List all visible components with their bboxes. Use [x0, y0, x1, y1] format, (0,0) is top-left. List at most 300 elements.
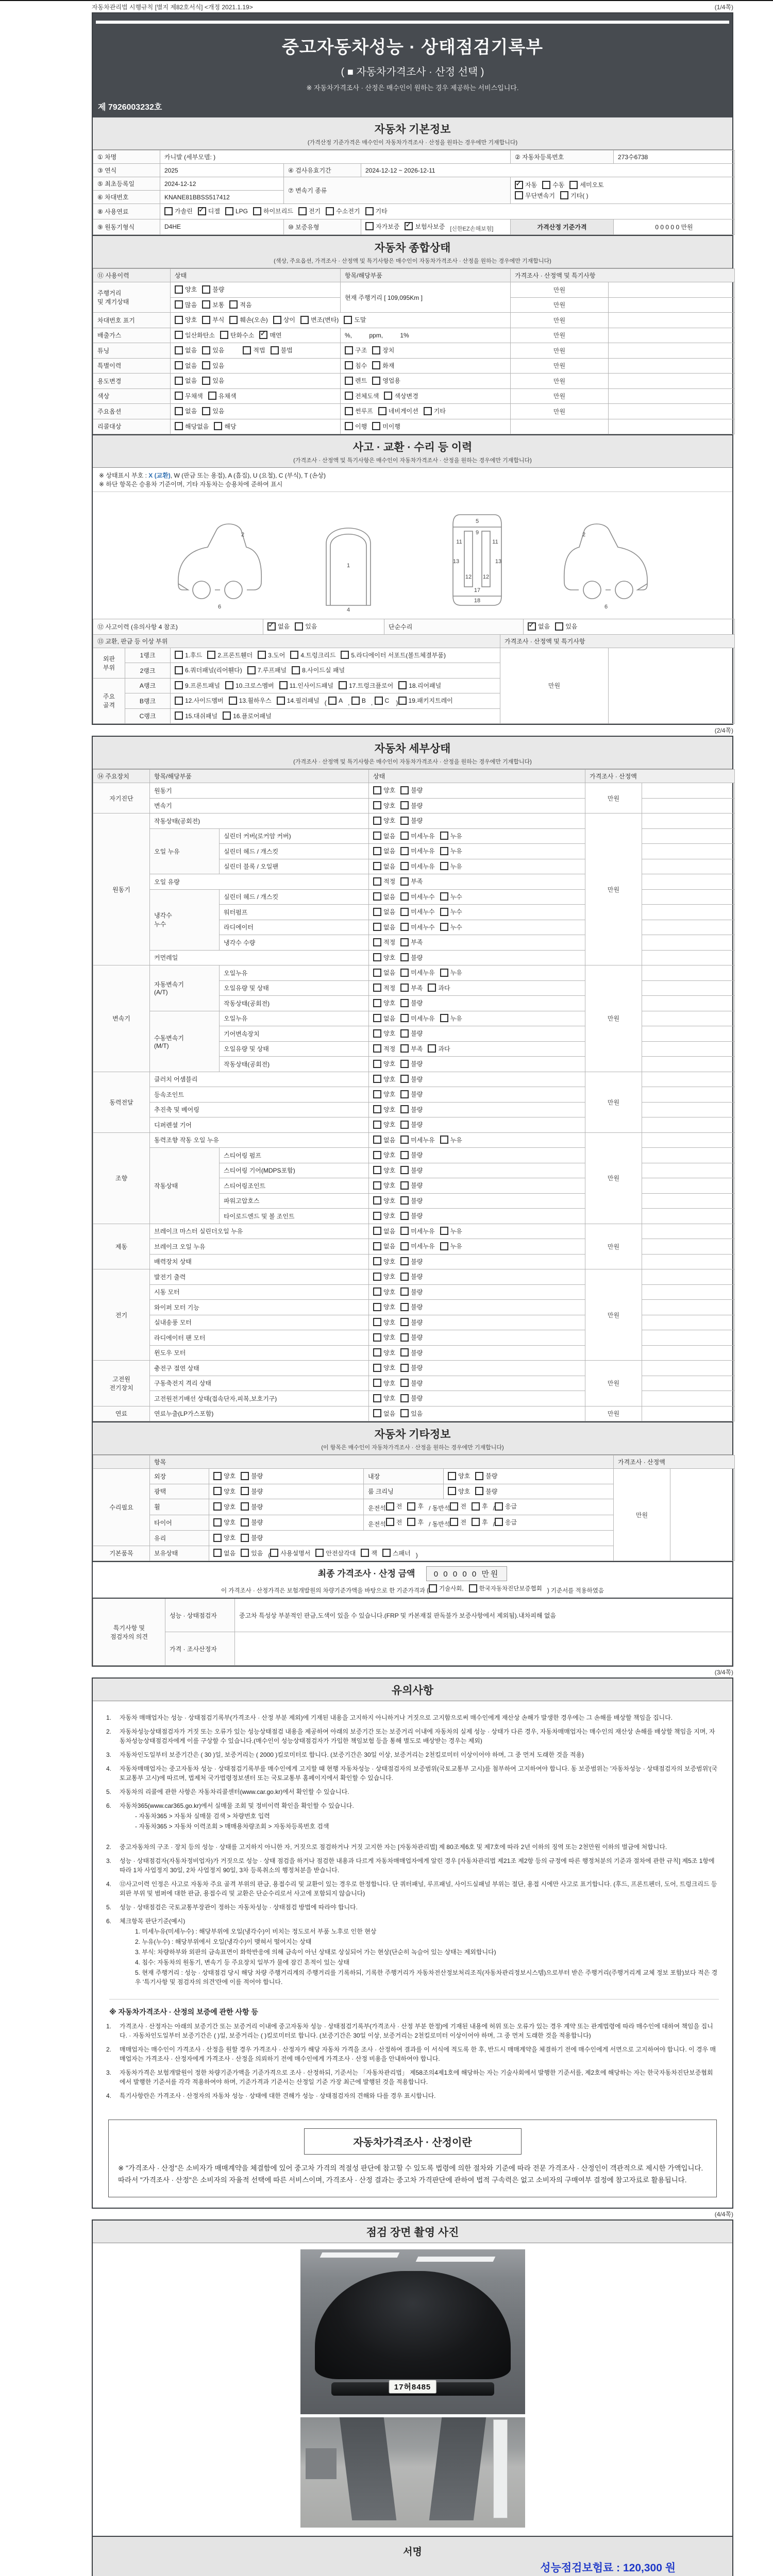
checkbox-양호[interactable]: 양호 — [213, 1487, 236, 1496]
checkbox-불량[interactable]: 불량 — [400, 1379, 423, 1387]
checkbox-icon — [373, 1044, 381, 1053]
checkbox-있음[interactable]: 있음 — [555, 622, 577, 631]
checkbox-A[interactable]: A — [328, 697, 343, 705]
checkbox-전[interactable]: 전 — [386, 1502, 402, 1511]
checkbox-불량[interactable]: 불량 — [400, 953, 423, 962]
checkbox-15.대쉬패널[interactable]: 15.대쉬패널 — [175, 711, 217, 720]
checkbox-기술사회,[interactable]: 기술사회, — [429, 1584, 464, 1592]
checkbox-미세누유[interactable]: 미세누유 — [400, 1136, 434, 1144]
checkbox-icon — [345, 377, 353, 385]
checkbox-5.라디에이터 서포트(볼트체결부품)[interactable]: 5.라디에이터 서포트(볼트체결부품) — [341, 651, 446, 659]
state-options — [369, 1300, 585, 1315]
checkbox-없음[interactable]: 없음 — [373, 832, 395, 840]
item-label: 원동기 — [150, 783, 369, 799]
checkbox-양호[interactable]: 양호 — [373, 1211, 395, 1220]
checkbox-icon — [400, 801, 409, 809]
checkbox-부족[interactable]: 부족 — [400, 877, 423, 886]
checkbox-icon — [373, 1151, 381, 1159]
checkbox-일산화탄소[interactable]: 일산화탄소 — [175, 331, 215, 340]
checkbox-부족[interactable]: 부족 — [400, 984, 423, 992]
state-options — [369, 1406, 585, 1421]
checkbox-양호[interactable]: 양호 — [175, 285, 197, 294]
checkbox-icon — [373, 801, 381, 809]
checkbox-양호[interactable]: 양호 — [373, 786, 395, 794]
checkbox-응급[interactable]: 응급 — [495, 1502, 517, 1511]
checkbox-누유[interactable]: 누유 — [440, 862, 462, 871]
checkbox-색상변경[interactable]: 색상변경 — [384, 392, 418, 400]
checkbox-없음[interactable]: 없음 — [175, 361, 197, 370]
checkbox-부족[interactable]: 부족 — [400, 1044, 423, 1053]
checkbox-불량[interactable]: 불량 — [400, 1150, 423, 1159]
checkbox-18.리어패널[interactable]: 18.리어패널 — [398, 681, 441, 690]
checkbox-적정[interactable]: 적정 — [373, 984, 395, 992]
notice-subitem: 3. 부식: 차량하부와 외판의 금속표면이 화학반응에 의해 금속이 아닌 상태로 상실되어 가는 현상(단순히 녹슬어 있는 상태는 제외합니다) — [135, 1948, 496, 1956]
checkbox-전체도색[interactable]: 전체도색 — [345, 392, 379, 400]
checkbox-icon — [328, 697, 337, 705]
checkbox-불량[interactable]: 불량 — [202, 285, 224, 294]
checkbox-도말[interactable]: 도말 — [344, 315, 366, 324]
checkbox-양호[interactable]: 양호 — [373, 1196, 395, 1205]
checkbox-없음[interactable]: 없음 — [373, 923, 395, 931]
checkbox-불량[interactable]: 불량 — [400, 801, 423, 810]
checkbox-해당[interactable]: 해당 — [214, 422, 236, 431]
item-label: 라디에이터 — [220, 920, 369, 935]
checkbox-12.사이드멤버[interactable]: 12.사이드멤버 — [175, 696, 224, 705]
checkbox-훼손(오손)[interactable]: 훼손(오손) — [229, 315, 267, 324]
document-sheet — [92, 1, 733, 2576]
checkbox-있음[interactable]: 있음 — [202, 406, 224, 415]
usage-label: 색상 — [93, 388, 171, 404]
exchange-rank-table: ⑬ 교환, 판금 등 이상 부위 가격조사 · 산정액 및 특기사항 외판 부위 1랭크 1.후드 2.프론트휀더 3.도어 4.트렁크리드 5.라디에이터 서포트(볼트체결부품) 만원 2랭크 6.쿼더패널(리어휀다) 7.루프패널 8.사이드실 패널 주요 골격 A랭크 9.프론트패널 10.크로스멤버 11.인사이드패널 17.트렁크플로어 18.리어패널 B랭크 12.사이드멤버 13.휠하우스 14.필러패널 ( A , B , C ) 19.패키지트레이 C랭크 15.대쉬패널 16.플로어패널 — [93, 634, 735, 724]
checkbox-양호[interactable]: 양호 — [373, 1105, 395, 1114]
state-options — [369, 935, 585, 951]
basic-info — [93, 150, 735, 235]
checkbox-10.크로스멤버[interactable]: 10.크로스멤버 — [225, 681, 274, 690]
checkbox-있음[interactable]: 있음 — [202, 361, 224, 370]
state-options — [369, 1315, 585, 1330]
checkbox-양호[interactable]: 양호 — [373, 1181, 395, 1190]
checkbox-icon — [175, 331, 183, 339]
checkbox-있음[interactable]: 있음 — [202, 346, 224, 354]
checkbox-적음[interactable]: 적음 — [229, 300, 251, 309]
checkbox-불량[interactable]: 불량 — [400, 1394, 423, 1402]
checkbox-미세누유[interactable]: 미세누유 — [400, 1242, 434, 1250]
checkbox-미이행[interactable]: 미이행 — [372, 422, 400, 431]
checkbox-양호[interactable]: 양호 — [373, 1379, 395, 1387]
checkbox-17.트렁크플로어[interactable]: 17.트렁크플로어 — [339, 681, 393, 690]
checkbox-icon — [247, 666, 256, 674]
section-title: 점검 장면 촬영 사진 — [366, 2226, 459, 2239]
section-subtitle: (가격조사 · 산정액 및 특기사항은 매수인이 자동차가격조사 · 산정을 원하는 경우에만 기재합니다) — [293, 759, 532, 765]
checkbox-icon — [279, 681, 288, 689]
checkbox-불량[interactable]: 불량 — [400, 1333, 423, 1342]
checkbox-양호[interactable]: 양호 — [373, 1120, 395, 1129]
checkbox-불량[interactable]: 불량 — [400, 1211, 423, 1220]
state-options — [369, 798, 585, 814]
checkbox-icon — [339, 681, 347, 689]
checkbox-영업용[interactable]: 영업용 — [372, 376, 400, 385]
checkbox-미세누수[interactable]: 미세누수 — [400, 907, 434, 916]
state-options — [369, 950, 585, 965]
simple-repair-options — [524, 619, 735, 635]
checkbox-icon — [241, 1487, 249, 1495]
checkbox-후[interactable]: 후 — [407, 1518, 424, 1527]
checkbox-있음[interactable]: 있음 — [241, 1549, 263, 1557]
car-underbody-diagram — [423, 496, 531, 614]
inspection-photos — [93, 2243, 732, 2536]
checkbox-스패너[interactable]: 스패너 — [382, 1549, 411, 1557]
state-options — [369, 1376, 585, 1391]
checkbox-불량[interactable]: 불량 — [475, 1471, 497, 1480]
checkbox-양호[interactable]: 양호 — [373, 953, 395, 962]
checkbox-누유[interactable]: 누유 — [440, 1136, 462, 1144]
checkbox-양호[interactable]: 양호 — [373, 1075, 395, 1083]
checkbox-양호[interactable]: 양호 — [373, 1150, 395, 1159]
checkbox-썬루프[interactable]: 썬루프 — [345, 406, 373, 415]
checkbox-icon — [175, 285, 183, 294]
checkbox-네비게이션[interactable]: 네비게이션 — [378, 406, 418, 415]
checkbox-미세누유[interactable]: 미세누유 — [400, 846, 434, 855]
checkbox-구조[interactable]: 구조 — [345, 346, 367, 354]
checkbox-후[interactable]: 후 — [472, 1518, 488, 1527]
checkbox-없음[interactable]: 없음 — [373, 1136, 395, 1144]
item-label: 오일 유량 — [150, 874, 369, 890]
checkbox-icon — [253, 207, 261, 215]
checkbox-매연[interactable]: ✓ 매연 — [259, 331, 281, 340]
checkbox-없음[interactable]: ✓ 없음 — [528, 622, 550, 631]
notice-item: 2. 중고자동차의 구조 · 장치 등의 성능 · 상태를 고지하지 아니한 자, 거짓으로 점검하거나 거짓 고지한 자는 [자동차관리법] 제 80조제6호 및 제7호에 따라 2년 이하의 징역 또는 2천만원 이하의 벌금에 처합니다. — [106, 1843, 667, 1851]
checkbox-누유[interactable]: 누유 — [440, 1014, 462, 1023]
checkbox-양호[interactable]: 양호 — [175, 315, 197, 324]
checkbox-양호[interactable]: 양호 — [373, 1318, 395, 1327]
checkbox-icon — [428, 984, 436, 992]
checkbox-양호[interactable]: 양호 — [373, 1287, 395, 1296]
checkbox-불량[interactable]: 불량 — [400, 1272, 423, 1281]
checkbox-가솔린[interactable]: 가솔린 — [164, 207, 193, 215]
checkbox-상이[interactable]: 상이 — [273, 315, 295, 324]
checkbox-불량[interactable]: 불량 — [400, 1287, 423, 1296]
checkbox-불량[interactable]: 불량 — [400, 1075, 423, 1083]
basic-info-table — [93, 150, 732, 235]
lift-ramp-right — [429, 2417, 486, 2520]
checkbox-세미오토[interactable]: 세미오토 — [569, 180, 603, 189]
notice-item: 3. 자동차인도일부터 보증기간은 ( 30 )일, 보증거리는 ( 2000 )킬로미터로 합니다. (보증기간은 30일 이상, 보증거리는 2천킬로미터 이상이어야 하며, 그 중 먼저 도래한 것을 적용) — [106, 1751, 584, 1758]
checkbox-없음[interactable]: 없음 — [213, 1549, 236, 1557]
item-label: 커먼레일 — [150, 950, 369, 965]
final-price-row — [93, 1561, 732, 1598]
checkbox-14.필러패널[interactable]: 14.필러패널 — [277, 696, 320, 705]
checkbox-해당없음[interactable]: 해당없음 — [175, 422, 209, 431]
checkbox-적법[interactable]: 적법 — [243, 346, 265, 354]
checkbox-9.프론트패널[interactable]: 9.프론트패널 — [175, 681, 220, 690]
special-notes-label: 특기사항 및 점검자의 의견 — [93, 1598, 165, 1666]
checkbox-icon — [300, 316, 309, 324]
checkbox-양호[interactable]: 양호 — [213, 1502, 236, 1511]
checkbox-19.패키지트레이[interactable]: 19.패키지트레이 — [398, 696, 453, 705]
checkbox-보험사보증[interactable]: ✓ 보험사보증 — [405, 222, 445, 231]
checkbox-수소전기[interactable]: 수소전기 — [326, 207, 360, 215]
checkbox-렌트[interactable]: 렌트 — [345, 376, 367, 385]
checkbox-불량[interactable]: 불량 — [241, 1518, 263, 1527]
checkbox-불량[interactable]: 불량 — [241, 1533, 263, 1542]
checkbox-2.프론트휀더[interactable]: 2.프론트휀더 — [207, 651, 253, 659]
checkbox-없음[interactable]: 없음 — [175, 376, 197, 385]
checkbox-11.인사이드패널[interactable]: 11.인사이드패널 — [279, 681, 333, 690]
checkbox-기타[interactable]: 기타 — [424, 406, 446, 415]
checkbox-미세누유[interactable]: 미세누유 — [400, 1227, 434, 1235]
checkbox-변조(변타)[interactable]: 변조(변타) — [300, 315, 339, 324]
checkbox-장치[interactable]: 장치 — [372, 346, 394, 354]
price-definition-body: ※ "가격조사 · 산정"은 소비자가 매매계약을 체결함에 있어 중고차 가격의 적절성 판단에 참고할 수 있도록 법령에 의한 절차와 기준에 따라 전문 가격조사 · 산정인이 객관적으로 제시한 가액입니다. 따라서 "가격조사 · 산정"은 소비자의 자율적 선택에 따른 서비스이며, 가격조사 · 산정 결과는 중고차 가격판단에 관하여 법적 구속력은 없고 소비자의 구매여부 결정에 참고자료로 활용됩니다. — [118, 2164, 703, 2184]
checkbox-없음[interactable]: 없음 — [373, 892, 395, 901]
checkbox-적정[interactable]: 적정 — [373, 877, 395, 886]
checkbox-후[interactable]: 후 — [407, 1502, 424, 1511]
usage-label: 주요옵션 — [93, 404, 171, 419]
checkbox-기타[interactable]: 기타 — [365, 207, 388, 215]
section-subtitle: (가격산정 기준가격은 매수인이 자동차가격조사 · 산정을 원하는 경우에만 기재합니다) — [307, 140, 518, 146]
checkbox-icon — [372, 422, 380, 430]
item-label: 실린더 헤드 / 개스킷 — [220, 844, 369, 859]
checkbox-없음[interactable]: 없음 — [373, 968, 395, 977]
checkbox-없음[interactable]: 없음 — [373, 862, 395, 871]
checkbox-icon — [373, 1242, 381, 1250]
checkbox-없음[interactable]: 없음 — [373, 1014, 395, 1023]
checkbox-없음[interactable]: 없음 — [373, 846, 395, 855]
checkbox-양호[interactable]: 양호 — [373, 1257, 395, 1266]
overall-status-table — [93, 268, 732, 434]
checkbox-없음[interactable]: 없음 — [175, 406, 197, 415]
checkbox-불량[interactable]: 불량 — [400, 1120, 423, 1129]
checkbox-양호[interactable]: 양호 — [448, 1471, 470, 1480]
checkbox-누수[interactable]: 누수 — [440, 892, 462, 901]
checkbox-불량[interactable]: 불량 — [400, 816, 423, 825]
checkbox-양호[interactable]: 양호 — [373, 1272, 395, 1281]
checkbox-불량[interactable]: 불량 — [241, 1487, 263, 1496]
checkbox-7.루프패널[interactable]: 7.루프패널 — [247, 666, 287, 674]
checkbox-불량[interactable]: 불량 — [400, 1105, 423, 1114]
checkbox-불량[interactable]: 불량 — [400, 1181, 423, 1190]
checkbox-icon — [345, 422, 353, 430]
checkbox-부식[interactable]: 부식 — [202, 315, 224, 324]
checkbox-양호[interactable]: 양호 — [448, 1487, 470, 1496]
checkbox-icon — [528, 622, 536, 631]
checkbox-불량[interactable]: 불량 — [400, 786, 423, 794]
checkbox-icon — [373, 1090, 381, 1098]
checkbox-양호[interactable]: 양호 — [373, 1059, 395, 1068]
checkbox-icon — [569, 181, 578, 189]
price-definition-box — [108, 2120, 717, 2197]
checkbox-안전삼각대[interactable]: 안전삼각대 — [315, 1549, 356, 1557]
item-label: 발전기 출력 — [150, 1269, 369, 1285]
checkbox-icon — [373, 847, 381, 855]
checkbox-양호[interactable]: 양호 — [213, 1533, 236, 1542]
checkbox-16.플로어패널[interactable]: 16.플로어패널 — [223, 711, 272, 720]
checkbox-양호[interactable]: 양호 — [213, 1471, 236, 1480]
checkbox-불법[interactable]: 불법 — [271, 346, 293, 354]
checkbox-icon — [277, 697, 285, 705]
checkbox-전기[interactable]: 전기 — [298, 207, 321, 215]
checkbox-양호[interactable]: 양호 — [373, 1302, 395, 1311]
checkbox-icon — [400, 1212, 409, 1220]
workshop-bench — [306, 2448, 337, 2479]
checkbox-과다[interactable]: 과다 — [428, 1044, 450, 1053]
checkbox-사용설명서[interactable]: 사용설명서 — [270, 1549, 310, 1557]
car-right-side-diagram — [552, 496, 660, 614]
checkbox-B[interactable]: B — [351, 697, 366, 705]
checkbox-탄화수소[interactable]: 탄화수소 — [220, 331, 254, 340]
checkbox-양호[interactable]: 양호 — [373, 998, 395, 1007]
checkbox-유채색[interactable]: 유채색 — [208, 392, 237, 400]
checkbox-미세누유[interactable]: 미세누유 — [400, 832, 434, 840]
checkbox-없음[interactable]: 없음 — [373, 1227, 395, 1235]
checkbox-있음[interactable]: 있음 — [400, 1409, 423, 1418]
checkbox-불량[interactable]: 불량 — [400, 1363, 423, 1372]
checkbox-응급[interactable]: 응급 — [495, 1518, 517, 1527]
checkbox-있음[interactable]: 있음 — [202, 376, 224, 385]
checkbox-부족[interactable]: 부족 — [400, 938, 423, 946]
checkbox-없음[interactable]: 없음 — [373, 907, 395, 916]
checkbox-icon — [560, 191, 568, 199]
checkbox-icon — [214, 422, 222, 430]
checkbox-전[interactable]: 전 — [450, 1502, 466, 1511]
checkbox-icon — [424, 407, 432, 415]
section-title: 자동차 종합상태 — [374, 242, 451, 254]
checkbox-없음[interactable]: 없음 — [373, 1242, 395, 1250]
checkbox-양호[interactable]: 양호 — [213, 1518, 236, 1527]
checkbox-수동[interactable]: 수동 — [542, 180, 564, 189]
field-label: ② 자동차등록번호 — [511, 150, 614, 164]
checkbox-icon — [373, 1379, 381, 1387]
checkbox-불량[interactable]: 불량 — [400, 1166, 423, 1175]
checkbox-불량[interactable]: 불량 — [400, 1257, 423, 1266]
checkbox-불량[interactable]: 불량 — [400, 1318, 423, 1327]
checkbox-불량[interactable]: 불량 — [400, 998, 423, 1007]
checkbox-무채색[interactable]: 무채색 — [175, 392, 203, 400]
checkbox-누유[interactable]: 누유 — [440, 1242, 462, 1250]
checkbox-누유[interactable]: 누유 — [440, 1227, 462, 1235]
checkbox-한국자동차진단보증협회[interactable]: 한국자동차진단보증협회 — [469, 1584, 542, 1592]
checkbox-미세누수[interactable]: 미세누수 — [400, 892, 434, 901]
checkbox-13.휠하우스[interactable]: 13.휠하우스 — [229, 696, 272, 705]
checkbox-LPG[interactable]: LPG — [225, 207, 248, 215]
checkbox-자동[interactable]: ✓ 자동 — [515, 180, 537, 189]
checkbox-불량[interactable]: 불량 — [400, 1029, 423, 1038]
checkbox-양호[interactable]: 양호 — [373, 1363, 395, 1372]
checkbox-icon — [213, 1487, 222, 1495]
checkbox-침수[interactable]: 침수 — [345, 361, 367, 370]
checkbox-자가보증[interactable]: 자가보증 — [365, 222, 399, 231]
checkbox-icon — [295, 622, 303, 631]
state-options — [369, 1330, 585, 1346]
checkbox-불량[interactable]: 불량 — [400, 1196, 423, 1205]
checkbox-C[interactable]: C — [375, 697, 390, 705]
checkbox-무단변속기[interactable]: 무단변속기 — [515, 191, 555, 200]
checkbox-icon — [341, 651, 349, 659]
checkbox-불량[interactable]: 불량 — [400, 1059, 423, 1068]
checkbox-4.트렁크리드[interactable]: 4.트렁크리드 — [290, 651, 335, 659]
checkbox-미세누수[interactable]: 미세누수 — [400, 923, 434, 931]
other-info-table — [93, 1455, 732, 1561]
checkbox-3.도어[interactable]: 3.도어 — [258, 651, 285, 659]
checkbox-누유[interactable]: 누유 — [440, 846, 462, 855]
checkbox-없음[interactable]: 없음 — [373, 1409, 395, 1418]
checkbox-적정[interactable]: 적정 — [373, 1044, 395, 1053]
checkbox-불량[interactable]: 불량 — [241, 1502, 263, 1511]
car-front-top-diagram — [294, 496, 402, 614]
checkbox-누수[interactable]: 누수 — [440, 907, 462, 916]
checkbox-보통[interactable]: 보통 — [202, 300, 224, 309]
checkbox-하이브리드[interactable]: 하이브리드 — [253, 207, 293, 215]
notice-item: 4. 특기사항란은 가격조사 · 산정자의 자동차 성능 · 상태에 대한 견해가 성능 · 상태점검자의 견해와 다를 경우 표시합니다. — [106, 2092, 436, 2099]
usage-label: 튜닝 — [93, 343, 171, 359]
checkbox-잭[interactable]: 잭 — [361, 1549, 377, 1557]
checkbox-기타( )[interactable]: 기타( ) — [560, 191, 589, 200]
checkbox-불량[interactable]: 불량 — [475, 1487, 497, 1496]
checkbox-양호[interactable]: 양호 — [373, 1333, 395, 1342]
checkbox-미세누유[interactable]: 미세누유 — [400, 1014, 434, 1023]
checkbox-양호[interactable]: 양호 — [373, 801, 395, 810]
checkbox-불량[interactable]: 불량 — [400, 1090, 423, 1098]
checkbox-양호[interactable]: 양호 — [373, 1166, 395, 1175]
checkbox-후[interactable]: 후 — [472, 1502, 488, 1511]
checkbox-없음[interactable]: ✓ 없음 — [267, 622, 290, 631]
checkbox-1.후드[interactable]: 1.후드 — [175, 651, 202, 659]
checkbox-이행[interactable]: 이행 — [345, 422, 367, 431]
ceiling-light — [415, 2257, 495, 2262]
checkbox-icon — [213, 1549, 222, 1557]
checkbox-디젤[interactable]: ✓ 디젤 — [198, 207, 220, 215]
checkbox-전[interactable]: 전 — [386, 1518, 402, 1527]
checkbox-불량[interactable]: 불량 — [400, 1348, 423, 1357]
checkbox-불량[interactable]: 불량 — [241, 1471, 263, 1480]
rank-items — [171, 678, 500, 693]
checkbox-icon — [175, 407, 183, 415]
item-label: 브레이크 마스터 실린더오일 누유 — [150, 1224, 369, 1239]
item-label: 고전원전기배선 상태(접속단자,피복,보호기구) — [150, 1391, 369, 1406]
checkbox-미세누유[interactable]: 미세누유 — [400, 862, 434, 871]
checkbox-양호[interactable]: 양호 — [373, 1090, 395, 1098]
checkbox-미세누유[interactable]: 미세누유 — [400, 968, 434, 977]
checkbox-누유[interactable]: 누유 — [440, 968, 462, 977]
checkbox-많음[interactable]: 많음 — [175, 300, 197, 309]
svg-text:9: 9 — [475, 530, 479, 536]
checkbox-불량[interactable]: 불량 — [400, 1302, 423, 1311]
checkbox-icon — [175, 422, 183, 430]
checkbox-양호[interactable]: 양호 — [373, 1348, 395, 1357]
checkbox-양호[interactable]: 양호 — [373, 1029, 395, 1038]
checkbox-누유[interactable]: 누유 — [440, 832, 462, 840]
checkbox-icon — [407, 1502, 415, 1511]
checkbox-전[interactable]: 전 — [450, 1518, 466, 1527]
field-label: ⑨ 원동기형식 — [93, 219, 160, 235]
checkbox-6.쿼더패널(리어휀다)[interactable]: 6.쿼더패널(리어휀다) — [175, 666, 242, 674]
checkbox-화재[interactable]: 화재 — [372, 361, 394, 370]
inspector-opinion-text: 중고차 특성상 부분적인 판금,도색이 있을 수 있습니다.(FRP 및 카본재질 판독불가 보증사항에서 제외됨).내차피해 없음 — [235, 1598, 732, 1632]
page-1 — [92, 12, 733, 725]
checkbox-있음[interactable]: 있음 — [295, 622, 317, 631]
checkbox-icon — [475, 1487, 483, 1495]
checkbox-icon — [400, 1075, 409, 1083]
checkbox-양호[interactable]: 양호 — [373, 1394, 395, 1402]
checkbox-과다[interactable]: 과다 — [428, 984, 450, 992]
checkbox-누수[interactable]: 누수 — [440, 923, 462, 931]
checkbox-icon — [229, 300, 238, 309]
checkbox-적정[interactable]: 적정 — [373, 938, 395, 946]
checkbox-8.사이드실 패널[interactable]: 8.사이드실 패널 — [292, 666, 345, 674]
checkbox-없음[interactable]: 없음 — [175, 346, 197, 354]
page-mark-4: (4/4쪽) — [714, 2210, 733, 2218]
checkbox-양호[interactable]: 양호 — [373, 816, 395, 825]
